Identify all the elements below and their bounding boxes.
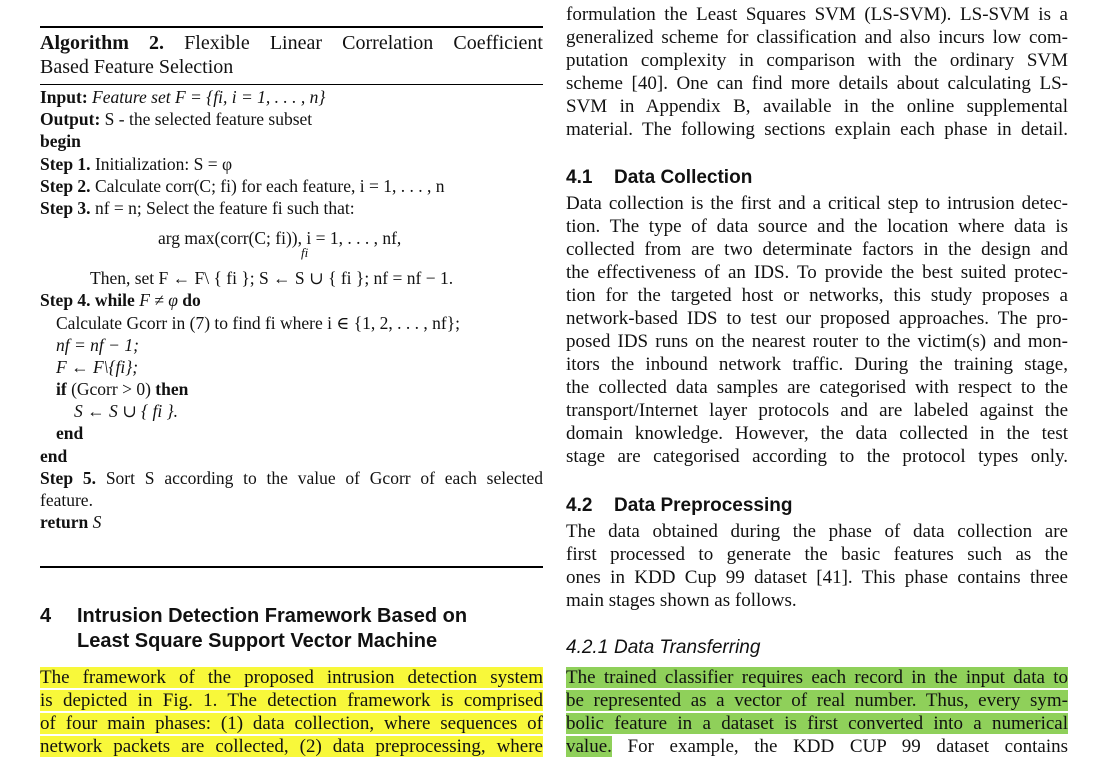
intro-line-4: scheme [40]. One can find more details about calculating LS- (566, 73, 1068, 94)
step-1-label: Step 1. (40, 153, 91, 174)
step-4-label: Step 4. while (40, 290, 135, 311)
algorithm-top-rule (40, 26, 543, 28)
loop-line-3: F ← F\{fi}; (56, 356, 139, 377)
section-4-1-line: itors the inbound network traffic. During the training stage, (566, 354, 1068, 375)
step-3-label: Step 3. (40, 197, 91, 218)
argmax-subscript: fi (301, 245, 309, 261)
section-4-2-1-paragraph (566, 666, 1068, 758)
step-4-condition: F ≠ φ (139, 290, 178, 311)
section-4-1-line: network-based IDS to test our proposed approaches. The pro- (566, 308, 1068, 329)
return-value: S (92, 512, 102, 533)
section-4-1-line: Data collection is the first and a critical step to intrusion detec- (566, 193, 1068, 214)
if-line (40, 378, 543, 400)
output-text: S - the selected feature subset (104, 109, 313, 130)
if-condition: (Gcorr > 0) (71, 379, 151, 400)
section-4-1-paragraph (566, 192, 1068, 468)
section-4-2-paragraph (566, 520, 1068, 612)
intro-line-2: generalized scheme for classification and also incurs low com- (566, 27, 1068, 48)
section-4-2-heading (566, 495, 792, 517)
intro-line-3: putation complexity in comparison with the ordinary SVM (566, 50, 1068, 71)
section-4-2-1-line-1: The trained classifier requires each record in the input data to (566, 667, 1068, 688)
algorithm-body (40, 86, 543, 533)
if-keyword: if (56, 379, 67, 400)
loop-line-1: Calculate Gcorr in (7) to find fi where i ∈ {1, 2, . . . , nf}; (56, 312, 460, 333)
section-4-1-line: tion for the targeted host or networks, this study proposes a (566, 285, 1068, 306)
section-4-1-line: the collected data samples are categorised with respect to the (566, 377, 1068, 398)
then-equation: Then, set F ← F\ { fi }; S ← S ∪ { fi }; nf = nf − 1. (90, 268, 454, 289)
section-4-1-line: posed IDS runs on the nearest router to the victim(s) and mon- (566, 331, 1068, 352)
section-4-2-title: Data Preprocessing (614, 495, 793, 516)
if-body: S ← S ∪ { fi }. (74, 401, 179, 422)
argmax-equation (40, 227, 543, 267)
section-4-2-1-line-4: value. (566, 736, 612, 757)
section-4-2-line: first processed to generate the basic features such as the (566, 544, 1068, 565)
then-keyword: then (155, 379, 189, 400)
section-4-title-line-2: Least Square Support Vector Machine (77, 630, 438, 652)
step-4-do: do (182, 290, 201, 311)
section-4-line-4: network packets are collected, (2) data preprocessing, where (40, 736, 543, 757)
end-inner: end (56, 423, 84, 444)
output-label: Output: (40, 109, 101, 130)
algorithm-step-2 (40, 175, 543, 197)
step-5-text: Sort S according to the value of Gcorr of each selected (105, 467, 544, 488)
section-4-line-1: The framework of the proposed intrusion detection system (40, 667, 543, 688)
algorithm-step-4 (40, 289, 543, 311)
algorithm-bottom-rule (40, 566, 543, 568)
section-4-2-1-number: 4.2.1 (566, 637, 609, 658)
algorithm-title-line-2: Based Feature Selection (40, 56, 234, 78)
algorithm-return (40, 511, 543, 533)
section-4-2-1-line-3: bolic feature in a dataset is first converted into a numerical (566, 713, 1068, 734)
algorithm-title-line-1 (40, 31, 543, 55)
step-5-text-continued: feature. (40, 490, 93, 510)
section-4-2-1-line-2: be represented as a vector of real number. Thus, every sym- (566, 690, 1068, 711)
algorithm-label: Algorithm 2. (40, 32, 165, 54)
section-4-1-line: tion. The type of data source and the location where data is (566, 216, 1068, 237)
intro-line-1: formulation the Least Squares SVM (LS-SVM). LS-SVM is a (566, 4, 1068, 25)
section-4-1-line: the effectiveness of an IDS. To provide the best suited protec- (566, 262, 1068, 283)
intro-line-5: SVM in Appendix B, available in the online supplemental (566, 96, 1068, 117)
section-4-line-2: is depicted in Fig. 1. The detection framework is comprised (40, 690, 543, 711)
section-4-number: 4 (40, 605, 52, 627)
section-4-2-1-trailing-text: For example, the KDD CUP 99 dataset contains (611, 736, 1068, 757)
algorithm-step-1 (40, 153, 543, 175)
section-4-2-1-title: Data Transferring (614, 637, 761, 658)
step-3-text: nf = n; Select the feature fi such that: (94, 197, 355, 218)
algorithm-step-5 (40, 467, 543, 489)
section-4-1-line: collected from are two determinate factors in the design and (566, 239, 1068, 260)
section-4-heading (40, 604, 543, 654)
section-4-paragraph (40, 666, 543, 758)
input-label: Input: (40, 87, 88, 107)
section-4-1-number: 4.1 (566, 167, 593, 188)
return-keyword: return (40, 512, 89, 533)
intro-paragraph (566, 3, 1068, 141)
input-text: Feature set F = {fi, i = 1, . . . , n} (92, 87, 326, 107)
section-4-2-number: 4.2 (566, 495, 593, 516)
step-2-label: Step 2. (40, 175, 91, 196)
end-outer: end (40, 445, 68, 466)
argmax-expression: arg max(corr(C; fi)), i = 1, . . . , nf, (158, 228, 402, 249)
intro-line-6: material. The following sections explain each phase in detail. (566, 119, 1068, 140)
section-4-1-heading (566, 167, 752, 189)
section-4-2-1-heading (566, 637, 760, 659)
algorithm-input (40, 86, 543, 108)
section-4-title-line-1: Intrusion Detection Framework Based on (77, 605, 468, 627)
section-4-2-line: main stages shown as follows. (566, 590, 797, 611)
step-2-text: Calculate corr(C; fi) for each feature, i = 1, . . . , n (94, 175, 445, 196)
section-4-1-line: stage are categorised according to the protocol types only. (566, 446, 1068, 467)
algorithm-title-rule (40, 84, 543, 85)
algorithm-output (40, 108, 543, 130)
loop-line-2: nf = nf − 1; (56, 334, 139, 355)
algorithm-begin: begin (40, 131, 81, 152)
step-5-label: Step 5. (40, 467, 96, 488)
section-4-1-line: transport/Internet layer protocols and are labeled against the (566, 400, 1068, 421)
section-4-1-line: domain knowledge. However, the data collected in the test (566, 423, 1068, 444)
section-4-2-line: The data obtained during the phase of data collection are (566, 521, 1068, 542)
step-1-text: Initialization: S = φ (94, 153, 233, 174)
section-4-line-3: of four main phases: (1) data collection, where sequences of (40, 713, 543, 734)
algorithm-title (40, 31, 543, 79)
section-4-1-title: Data Collection (614, 167, 753, 188)
section-4-2-line: ones in KDD Cup 99 dataset [41]. This phase contains three (566, 567, 1068, 588)
algorithm-title-text-1: Flexible Linear Correlation Coefficient (184, 32, 543, 54)
algorithm-step-3 (40, 197, 543, 219)
